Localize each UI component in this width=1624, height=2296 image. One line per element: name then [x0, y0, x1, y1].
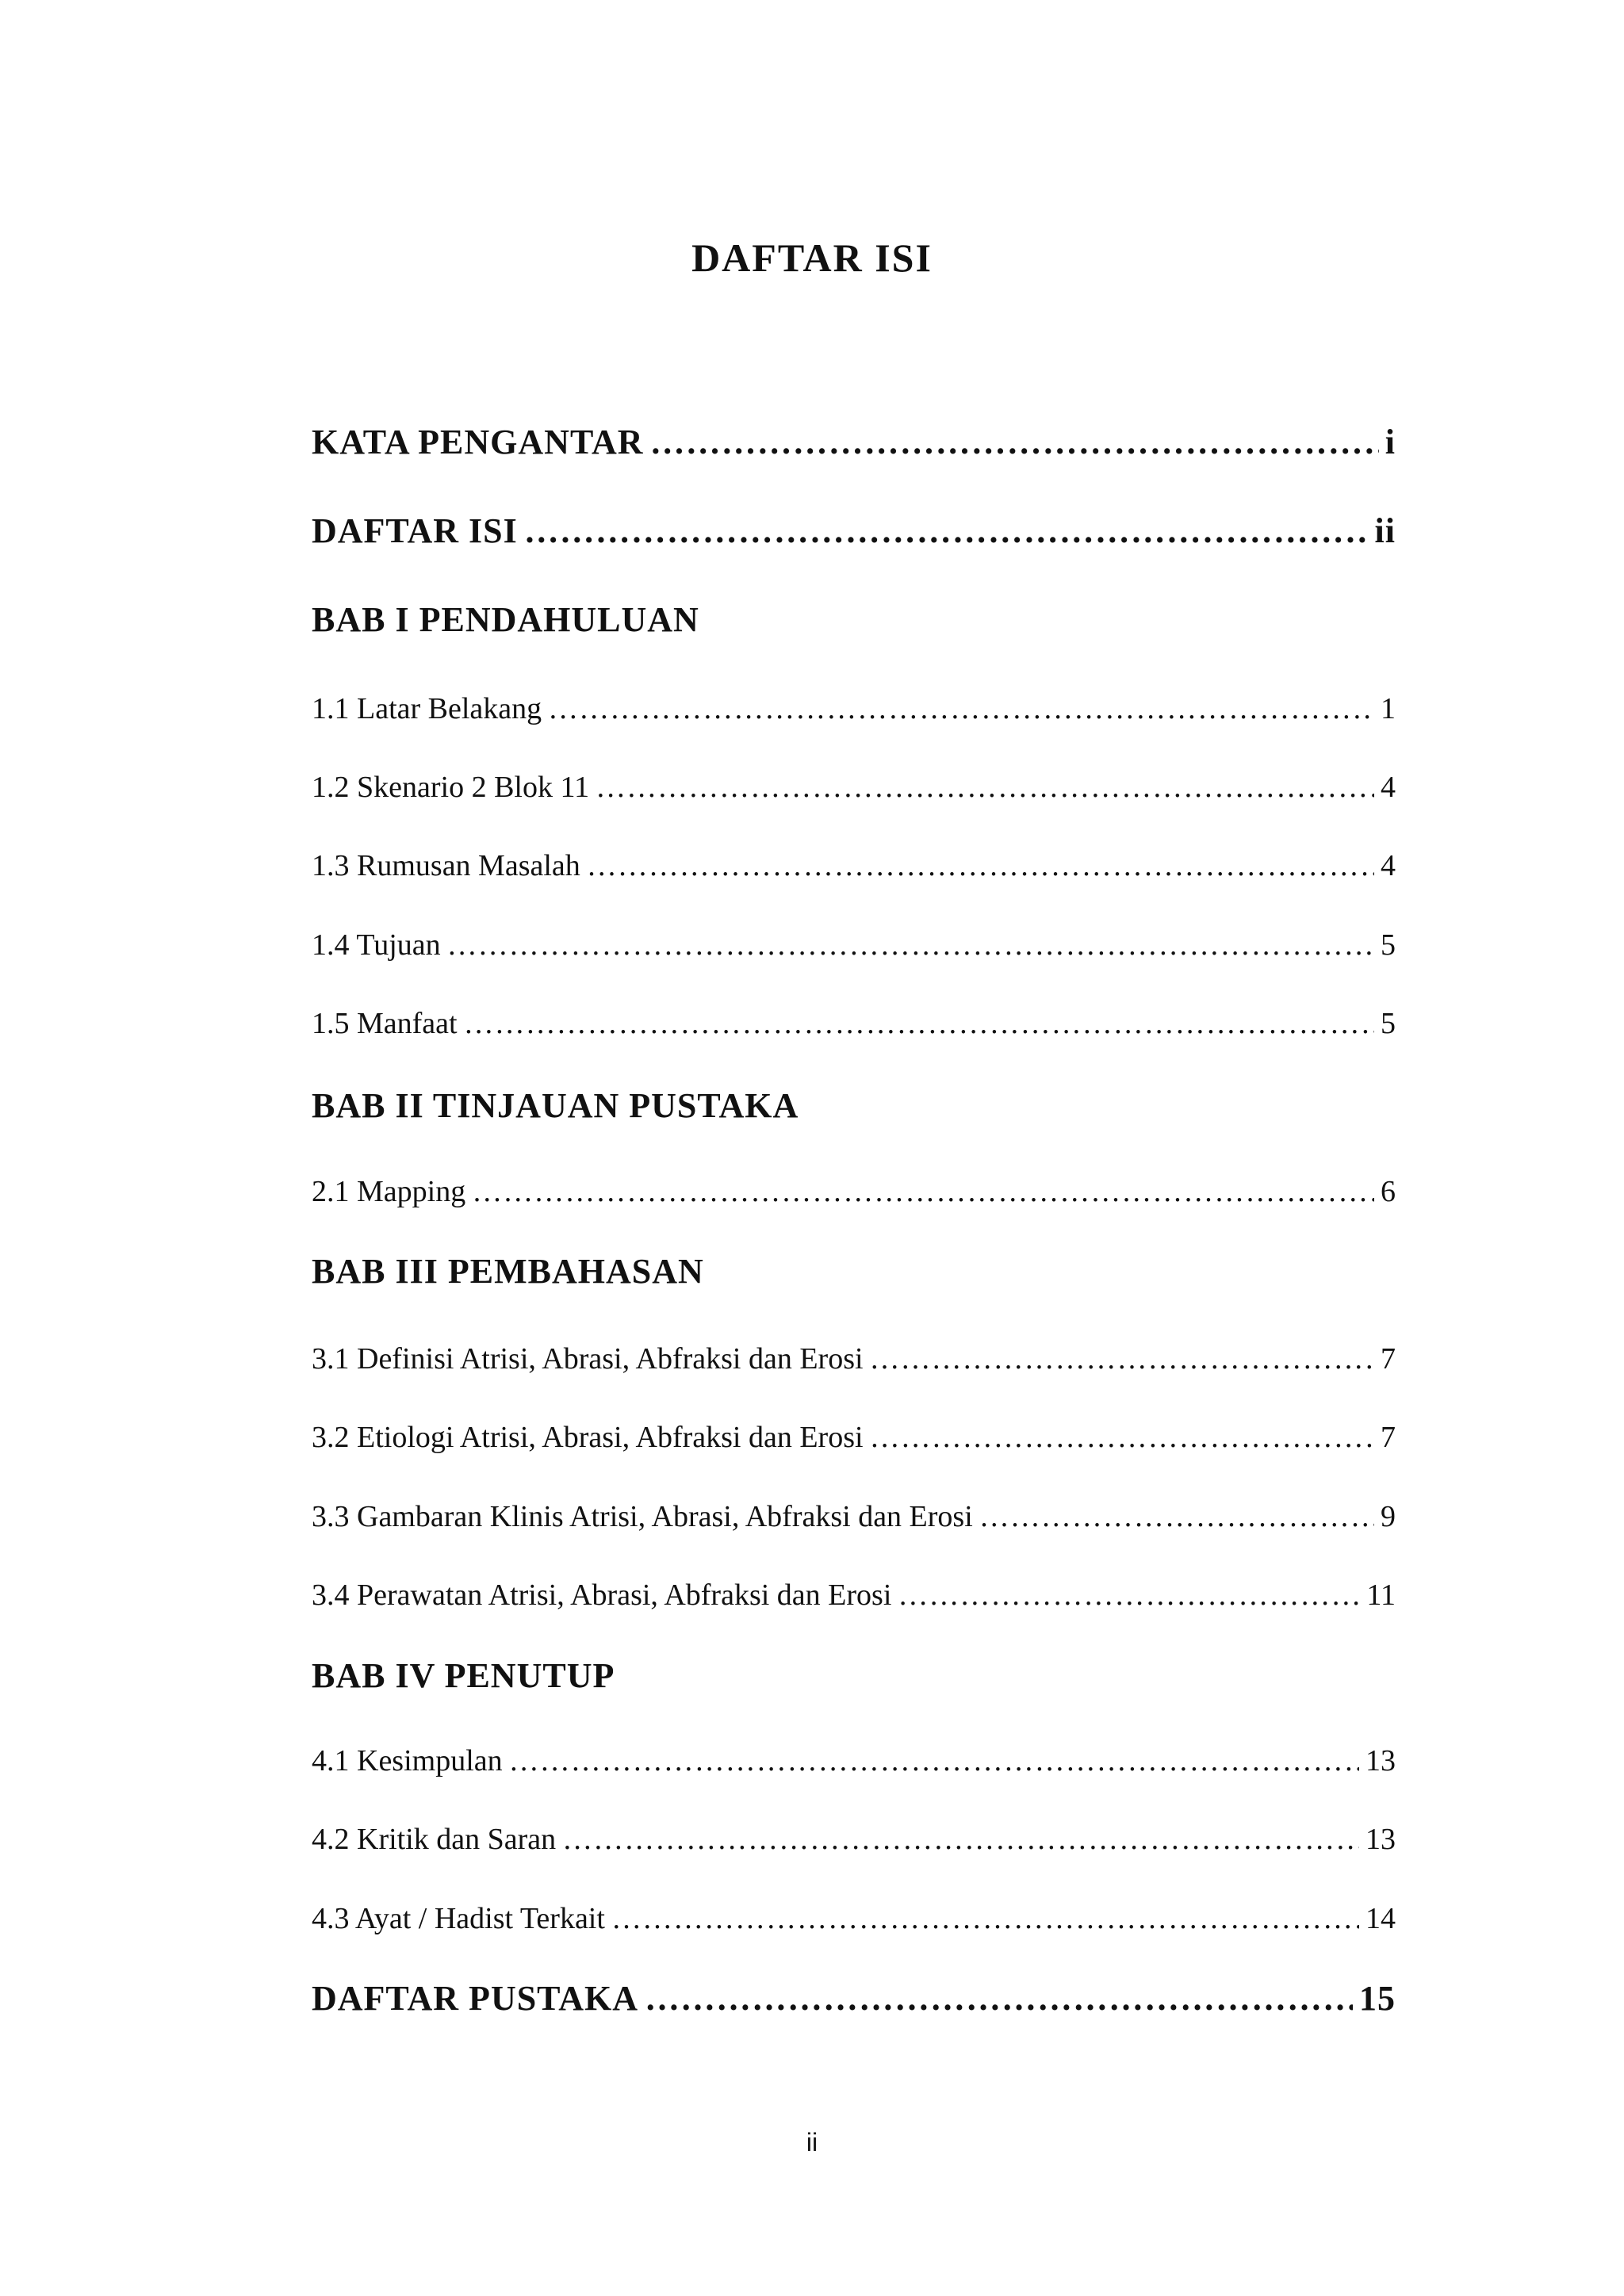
toc-entry-1-5[interactable]	[312, 1003, 1396, 1044]
toc-entry-1-3[interactable]	[312, 845, 1396, 886]
chapter-heading: BAB II TINJAUAN PUSTAKA	[312, 1082, 799, 1130]
toc-entry-3-1[interactable]	[312, 1338, 1396, 1380]
dot-leader	[472, 1171, 1374, 1212]
toc-entry-page: ii	[1375, 507, 1396, 555]
page-title: DAFTAR ISI	[691, 235, 933, 280]
toc-entry-page: 4	[1381, 767, 1396, 808]
toc-entry-label: 1.5 Manfaat	[312, 1003, 458, 1044]
toc-entry-label: DAFTAR ISI	[312, 507, 518, 555]
dot-leader	[447, 924, 1374, 966]
toc-chapter-heading-bab-4[interactable]	[312, 1652, 1396, 1700]
toc-entry-page: 11	[1366, 1575, 1396, 1616]
toc-chapter-heading-bab-3[interactable]	[312, 1248, 1396, 1295]
toc-entry-label: 4.3 Ayat / Hadist Terkait	[312, 1898, 605, 1939]
toc-entry-page: 1	[1381, 688, 1396, 729]
toc-entry-label: 3.4 Perawatan Atrisi, Abrasi, Abfraksi dan Erosi	[312, 1575, 891, 1616]
dot-leader	[898, 1575, 1360, 1616]
chapter-heading: BAB I PENDAHULUAN	[312, 596, 699, 644]
toc-entry-page: 14	[1365, 1898, 1396, 1939]
toc-entry-page: 7	[1381, 1417, 1396, 1458]
toc-entry-4-2[interactable]	[312, 1819, 1396, 1860]
toc-entry-page: 13	[1365, 1819, 1396, 1860]
toc-entry-label: 1.4 Tujuan	[312, 924, 441, 966]
toc-entry-1-1[interactable]	[312, 688, 1396, 729]
toc-entry-label: 4.2 Kritik dan Saran	[312, 1819, 556, 1860]
dot-leader	[587, 845, 1374, 886]
toc-entry-page: 7	[1381, 1338, 1396, 1380]
toc-entry-label: KATA PENGANTAR	[312, 419, 644, 466]
toc-entry-1-2[interactable]	[312, 767, 1396, 808]
dot-leader	[979, 1496, 1374, 1537]
chapter-heading: BAB IV PENUTUP	[312, 1652, 615, 1700]
toc-entry-1-4[interactable]	[312, 924, 1396, 966]
table-of-contents	[312, 0, 1396, 2141]
toc-entry-page: 15	[1359, 1975, 1396, 2022]
toc-entry-label: 3.3 Gambaran Klinis Atrisi, Abrasi, Abfraksi dan Erosi	[312, 1496, 973, 1537]
dot-leader	[562, 1819, 1359, 1860]
dot-leader	[524, 507, 1369, 555]
toc-entry-label: 3.1 Definisi Atrisi, Abrasi, Abfraksi dan Erosi	[312, 1338, 864, 1380]
toc-entry-page: 6	[1381, 1171, 1396, 1212]
toc-entry-label: 1.2 Skenario 2 Blok 11	[312, 767, 589, 808]
toc-chapter-heading-bab-2[interactable]	[312, 1082, 1396, 1130]
page-number: ii	[806, 2128, 818, 2156]
dot-leader	[650, 419, 1379, 466]
toc-entry-page: 5	[1381, 1003, 1396, 1044]
dot-leader	[870, 1338, 1374, 1380]
dot-leader	[611, 1898, 1359, 1939]
toc-entry-3-2[interactable]	[312, 1417, 1396, 1458]
toc-entry-page: 5	[1381, 924, 1396, 966]
toc-entry-4-1[interactable]	[312, 1740, 1396, 1781]
toc-chapter-heading-bab-1[interactable]	[312, 596, 1396, 644]
toc-entry-label: 3.2 Etiologi Atrisi, Abrasi, Abfraksi dan Erosi	[312, 1417, 864, 1458]
toc-entry-label: 1.1 Latar Belakang	[312, 688, 542, 729]
toc-entry-label: 4.1 Kesimpulan	[312, 1740, 503, 1781]
toc-entry-daftar-pustaka[interactable]	[312, 1975, 1396, 2022]
toc-entry-kata-pengantar[interactable]	[312, 419, 1396, 466]
toc-entry-page: 13	[1365, 1740, 1396, 1781]
toc-entry-page: i	[1385, 419, 1396, 466]
toc-entry-label: 2.1 Mapping	[312, 1171, 465, 1212]
dot-leader	[645, 1975, 1353, 2022]
toc-entry-3-4[interactable]	[312, 1575, 1396, 1616]
toc-entry-page: 9	[1381, 1496, 1396, 1537]
chapter-heading: BAB III PEMBAHASAN	[312, 1248, 704, 1295]
toc-entry-label: 1.3 Rumusan Masalah	[312, 845, 580, 886]
toc-entry-label: DAFTAR PUSTAKA	[312, 1975, 638, 2022]
toc-entry-daftar-isi[interactable]	[312, 507, 1396, 555]
dot-leader	[548, 688, 1374, 729]
toc-entry-3-3[interactable]	[312, 1496, 1396, 1537]
dot-leader	[464, 1003, 1374, 1044]
dot-leader	[509, 1740, 1359, 1781]
dot-leader	[870, 1417, 1374, 1458]
toc-entry-page: 4	[1381, 845, 1396, 886]
toc-entry-2-1[interactable]	[312, 1171, 1396, 1212]
toc-entry-4-3[interactable]	[312, 1898, 1396, 1939]
dot-leader	[596, 767, 1374, 808]
